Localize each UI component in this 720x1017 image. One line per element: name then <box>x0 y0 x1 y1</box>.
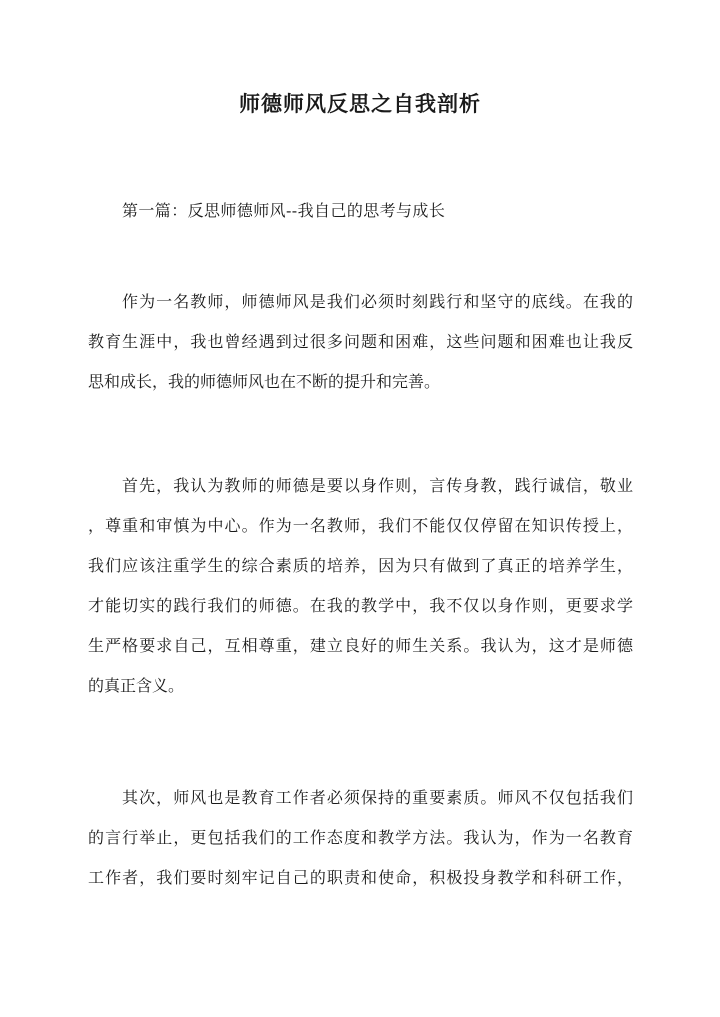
paragraph-line: 作为一名教师，师德师风是我们必须时刻践行和坚守的底线。在我的 <box>122 292 633 311</box>
paragraph-line: ，尊重和审慎为中心。作为一名教师，我们不能仅仅停留在知识传授上， <box>88 516 633 535</box>
document-title: 师德师风反思之自我剖析 <box>239 91 481 116</box>
paragraph-line: 其次，师风也是教育工作者必须保持的重要素质。师风不仅包括我们 <box>122 788 633 807</box>
section-heading: 第一篇：反思师德师风--我自己的思考与成长 <box>122 201 446 220</box>
paragraph-2 <box>88 466 633 706</box>
paragraph-line: 首先，我认为教师的师德是要以身作则，言传身教，践行诚信，敬业 <box>122 476 633 495</box>
paragraph-line: 才能切实的践行我们的师德。在我的教学中，我不仅以身作则，更要求学 <box>88 596 633 615</box>
paragraph-line: 我们应该注重学生的综合素质的培养，因为只有做到了真正的培养学生， <box>88 556 633 575</box>
paragraph-line: 生严格要求自己，互相尊重，建立良好的师生关系。我认为，这才是师德 <box>88 636 633 655</box>
paragraph-line: 教育生涯中，我也曾经遇到过很多问题和困难，这些问题和困难也让我反 <box>88 332 633 351</box>
paragraph-1 <box>88 282 633 402</box>
paragraph-3 <box>88 778 633 898</box>
paragraph-line: 思和成长，我的师德师风也在不断的提升和完善。 <box>88 372 441 391</box>
paragraph-line: 的真正含义。 <box>88 676 185 695</box>
paragraph-line: 工作者，我们要时刻牢记自己的职责和使命，积极投身教学和科研工作， <box>88 868 633 887</box>
paragraph-line: 的言行举止，更包括我们的工作态度和教学方法。我认为，作为一名教育 <box>88 828 633 847</box>
